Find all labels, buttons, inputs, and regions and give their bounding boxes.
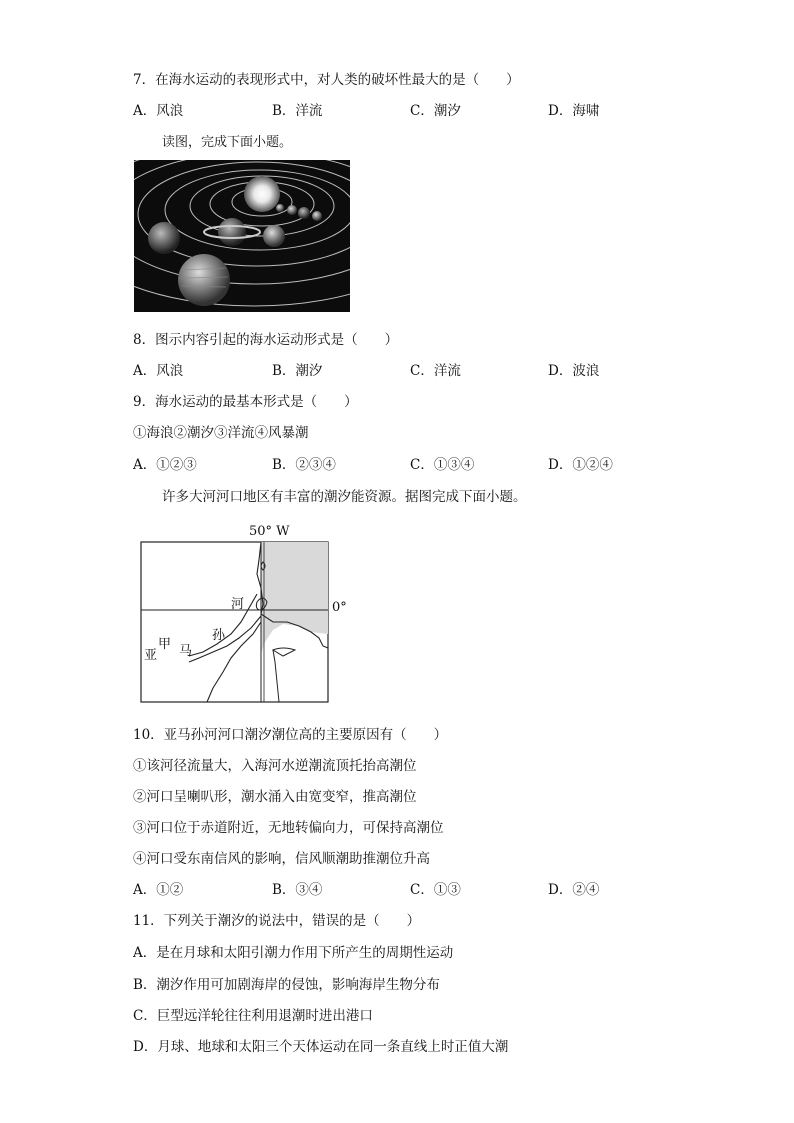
q7-option-a: A．风浪 [133,103,184,119]
q10-item-2: ②河口呈喇叭形，潮水涌入由宽变窄，推高潮位 [133,789,417,805]
q9-option-a: A．①②③ [133,457,197,473]
solar-system-image [134,160,350,312]
q10-stem: 10．亚马孙河河口潮汐潮位高的主要原因有（ ） [133,727,448,743]
intro-read-figure: 读图，完成下面小题。 [162,135,293,150]
q8-option-b: B．潮汐 [272,363,323,379]
map-char-jia: 甲 [158,637,172,652]
q10-item-1: ①该河径流量大，入海河水逆潮流顶托抬高潮位 [133,758,417,774]
q11-option-d: D．月球、地球和太阳三个天体运动在同一条直线上时正值大潮 [133,1039,509,1055]
estuary-map-svg [133,522,348,707]
longitude-label: 50° W [249,524,290,539]
q10-option-d: D．②④ [548,882,600,898]
map-char-ya: 亚 [144,648,158,663]
q10-item-4: ④河口受东南信风的影响，信风顺潮助推潮位升高 [133,851,430,867]
q8-option-d: D．波浪 [548,363,600,379]
q9-stem: 9．海水运动的最基本形式是（ ） [133,394,358,410]
q8-option-c: C．洋流 [410,363,461,379]
q10-option-c: C．①③ [410,882,461,898]
map-char-ma: 马 [179,644,193,659]
q7-option-b: B．洋流 [272,103,323,119]
q11-option-b: B．潮汐作用可加剧海岸的侵蚀，影响海岸生物分布 [133,977,440,993]
q10-item-3: ③河口位于赤道附近，无地转偏向力，可保持高潮位 [133,820,444,836]
q9-option-d: D．①②④ [548,457,613,473]
q10-option-b: B．③④ [272,882,323,898]
q9-option-b: B．②③④ [272,457,336,473]
q9-sub-items: ①海浪②潮汐③洋流④风暴潮 [133,425,309,441]
map-char-he: 河 [231,597,245,612]
equator-label: 0° [332,600,347,615]
q11-option-a: A．是在月球和太阳引潮力作用下所产生的周期性运动 [133,945,454,961]
q11-option-c: C．巨型远洋轮往往利用退潮时进出港口 [133,1008,373,1024]
amazon-estuary-map [133,522,348,707]
map-char-sun: 孙 [212,628,226,643]
q8-stem: 8．图示内容引起的海水运动形式是（ ） [133,332,399,348]
q9-option-c: C．①③④ [410,457,475,473]
q10-option-a: A．①② [133,882,184,898]
solar-system-illustration [134,160,350,312]
q7-stem: 7．在海水运动的表现形式中，对人类的破坏性最大的是（ ） [133,72,520,88]
q7-option-c: C．潮汐 [410,103,461,119]
q11-stem: 11．下列关于潮汐的说法中，错误的是（ ） [133,913,421,929]
q7-option-d: D．海啸 [548,103,600,119]
intro-tidal-resources: 许多大河河口地区有丰富的潮汐能资源。据图完成下面小题。 [162,489,527,505]
q8-option-a: A．风浪 [133,363,184,379]
